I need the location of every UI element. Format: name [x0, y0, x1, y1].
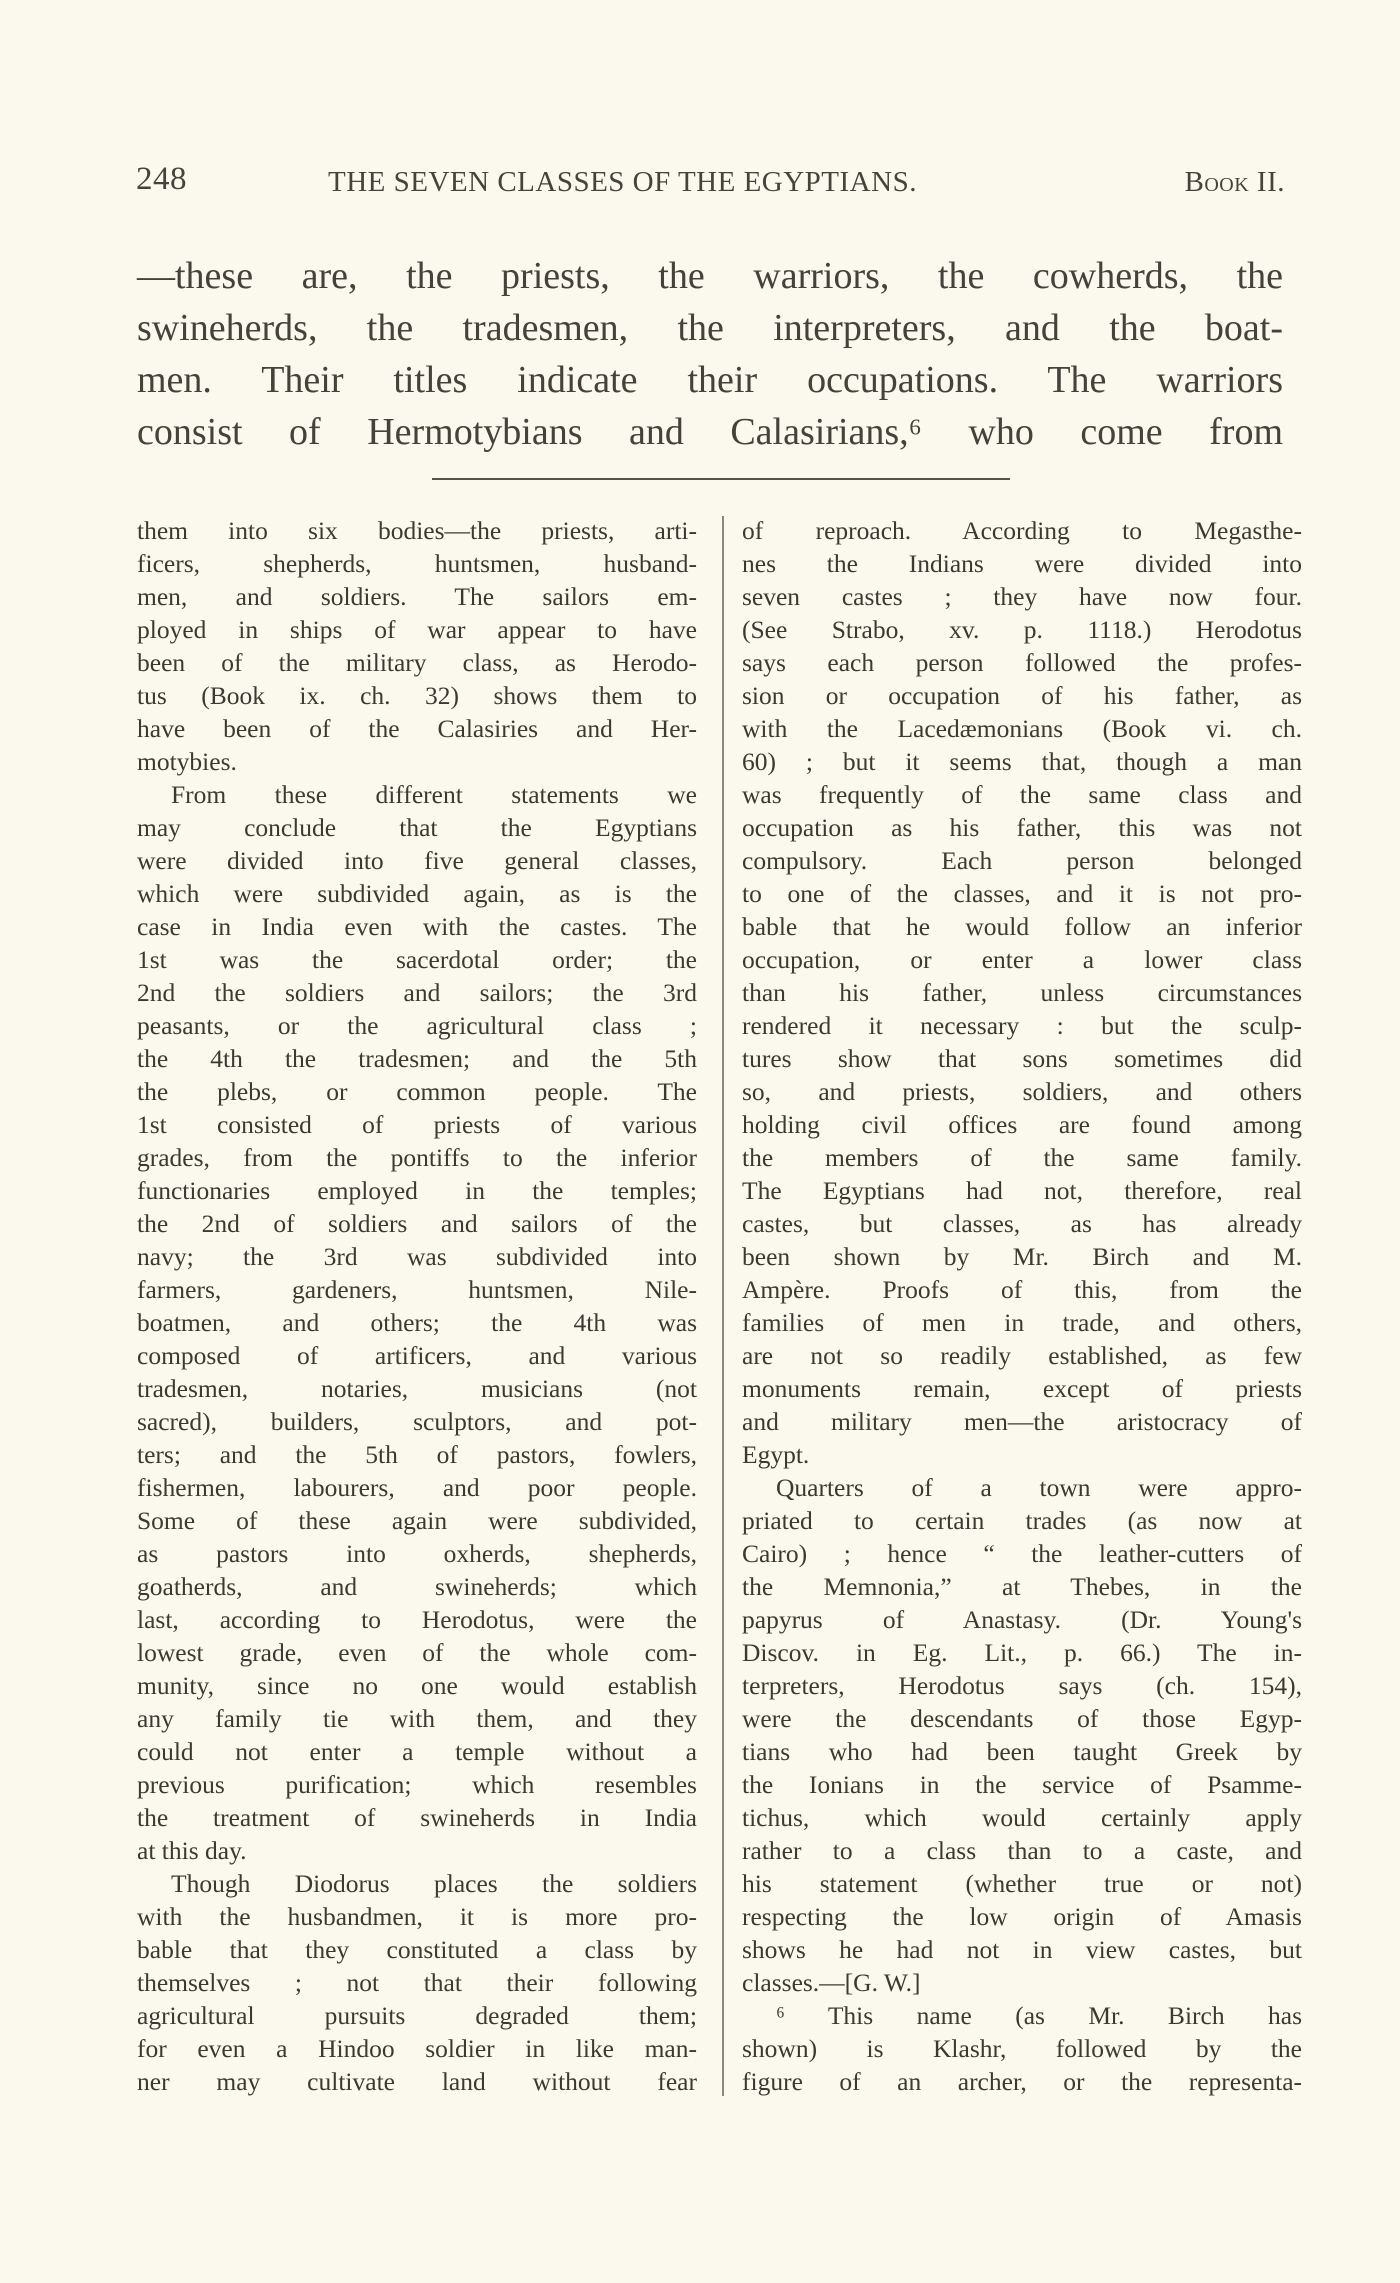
footnote-line: agricultural pursuits degraded them; — [137, 2001, 697, 2030]
footnote-line: goatherds, and swineherds; which — [137, 1572, 697, 1601]
footnote-line: composed of artificers, and various — [137, 1341, 697, 1370]
footnote-line: munity, since no one would establish — [137, 1671, 697, 1700]
footnote-line: tradesmen, notaries, musicians (not — [137, 1374, 697, 1403]
footnote-line: sion or occupation of his father, as — [742, 681, 1302, 710]
footnote-line: tians who had been taught Greek by — [742, 1737, 1302, 1766]
footnote-line: holding civil offices are found among — [742, 1110, 1302, 1139]
footnote-line: them into six bodies—the priests, arti- — [137, 516, 697, 545]
footnote-line: the Ionians in the service of Psamme- — [742, 1770, 1302, 1799]
footnote-line: so, and priests, soldiers, and others — [742, 1077, 1302, 1106]
footnote-line: figure of an archer, or the representa- — [742, 2067, 1302, 2096]
footnote-line: his statement (whether true or not) — [742, 1869, 1302, 1898]
footnote-line: navy; the 3rd was subdivided into — [137, 1242, 697, 1271]
footnote-line: shows he had not in view castes, but — [742, 1935, 1302, 1964]
footnote-line: compulsory. Each person belonged — [742, 846, 1302, 875]
footnote-line: boatmen, and others; the 4th was — [137, 1308, 697, 1337]
footnote-line: previous purification; which resembles — [137, 1770, 697, 1799]
footnote-line: were the descendants of those Egyp- — [742, 1704, 1302, 1733]
footnote-line: bable that he would follow an inferior — [742, 912, 1302, 941]
footnote-line: bable that they constituted a class by — [137, 1935, 697, 1964]
footnote-line: terpreters, Herodotus says (ch. 154), — [742, 1671, 1302, 1700]
footnote-line: peasants, or the agricultural class ; — [137, 1011, 697, 1040]
footnote-line: families of men in trade, and others, — [742, 1308, 1302, 1337]
footnote-line: castes, but classes, as has already — [742, 1209, 1302, 1238]
footnote-line: been of the military class, as Herodo- — [137, 648, 697, 677]
main-text-line: swineherds, the tradesmen, the interpreters, and the boat- — [137, 307, 1283, 349]
footnote-line: for even a Hindoo soldier in like man- — [137, 2034, 697, 2063]
footnote-line: than his father, unless circumstances — [742, 978, 1302, 1007]
footnote-line: From these different statements we — [171, 780, 697, 809]
footnote-column-left — [137, 514, 697, 2098]
footnote-line: says each person followed the profes- — [742, 648, 1302, 677]
footnote-line: the members of the same family. — [742, 1143, 1302, 1172]
footnote-line: ner may cultivate land without fear — [137, 2067, 697, 2096]
footnote-line: Though Diodorus places the soldiers — [171, 1869, 697, 1898]
footnote-line: Ampère. Proofs of this, from the — [742, 1275, 1302, 1304]
footnote-line: rendered it necessary : but the sculp- — [742, 1011, 1302, 1040]
footnote-line: at this day. — [137, 1836, 247, 1865]
footnote-line: 1st consisted of priests of various — [137, 1110, 697, 1139]
footnote-line: 60) ; but it seems that, though a man — [742, 747, 1302, 776]
footnote-line: occupation, or enter a lower class — [742, 945, 1302, 974]
footnote-line: grades, from the pontiffs to the inferior — [137, 1143, 697, 1172]
footnote-line: the 2nd of soldiers and sailors of the — [137, 1209, 697, 1238]
footnote-line: Cairo) ; hence “ the leather-cutters of — [742, 1539, 1302, 1568]
footnote-line: priated to certain trades (as now at — [742, 1506, 1302, 1535]
footnote-line: with the husbandmen, it is more pro- — [137, 1902, 697, 1931]
footnote-line: were divided into five general classes, — [137, 846, 697, 875]
footnote-line: as pastors into oxherds, shepherds, — [137, 1539, 697, 1568]
footnote-line: tus (Book ix. ch. 32) shows them to — [137, 681, 697, 710]
footnote-line: tures show that sons sometimes did — [742, 1044, 1302, 1073]
main-text — [137, 250, 1283, 458]
footnote-line: lowest grade, even of the whole com- — [137, 1638, 697, 1667]
footnote-line: respecting the low origin of Amasis — [742, 1902, 1302, 1931]
footnote-line: occupation as his father, this was not — [742, 813, 1302, 842]
footnote-line: sacred), builders, sculptors, and pot- — [137, 1407, 697, 1436]
footnote-line: with the Lacedæmonians (Book vi. ch. — [742, 714, 1302, 743]
footnote-line: (See Strabo, xv. p. 1118.) Herodotus — [742, 615, 1302, 644]
footnote-line: ⁶ This name (as Mr. Birch has — [776, 2001, 1302, 2030]
footnote-line: papyrus of Anastasy. (Dr. Young's — [742, 1605, 1302, 1634]
footnote-line: are not so readily established, as few — [742, 1341, 1302, 1370]
book-label: Book II. — [1184, 166, 1285, 198]
footnote-line: functionaries employed in the temples; — [137, 1176, 697, 1205]
footnote-line: to one of the classes, and it is not pro- — [742, 879, 1302, 908]
footnote-line: which were subdivided again, as is the — [137, 879, 697, 908]
footnote-line: was frequently of the same class and — [742, 780, 1302, 809]
footnote-line: Discov. in Eg. Lit., p. 66.) The in- — [742, 1638, 1302, 1667]
footnote-line: seven castes ; they have now four. — [742, 582, 1302, 611]
footnote-line: case in India even with the castes. The — [137, 912, 697, 941]
footnote-line: the 4th the tradesmen; and the 5th — [137, 1044, 697, 1073]
footnote-line: farmers, gardeners, huntsmen, Nile- — [137, 1275, 697, 1304]
footnote-line: may conclude that the Egyptians — [137, 813, 697, 842]
footnote-line: rather to a class than to a caste, and — [742, 1836, 1302, 1865]
footnote-line: the treatment of swineherds in India — [137, 1803, 697, 1832]
footnote-line: The Egyptians had not, therefore, real — [742, 1176, 1302, 1205]
footnote-line: last, according to Herodotus, were the — [137, 1605, 697, 1634]
footnote-line: could not enter a temple without a — [137, 1737, 697, 1766]
footnote-line: the Memnonia,” at Thebes, in the — [742, 1572, 1302, 1601]
footnote-line: ployed in ships of war appear to have — [137, 615, 697, 644]
main-text-line: consist of Hermotybians and Calasirians,⁶ who come from — [137, 411, 1283, 453]
footnote-line: any family tie with them, and they — [137, 1704, 697, 1733]
footnote-line: nes the Indians were divided into — [742, 549, 1302, 578]
footnote-line: men, and soldiers. The sailors em- — [137, 582, 697, 611]
column-divider — [722, 516, 724, 2096]
footnote-line: Quarters of a town were appro- — [776, 1473, 1302, 1502]
page-number: 248 — [136, 161, 187, 197]
footnote-line: been shown by Mr. Birch and M. — [742, 1242, 1302, 1271]
footnote-line: themselves ; not that their following — [137, 1968, 697, 1997]
footnote-line: 2nd the soldiers and sailors; the 3rd — [137, 978, 697, 1007]
footnote-line: Some of these again were subdivided, — [137, 1506, 697, 1535]
footnote-line: shown) is Klashr, followed by the — [742, 2034, 1302, 2063]
footnote-line: Egypt. — [742, 1440, 810, 1469]
footnote-line: tichus, which would certainly apply — [742, 1803, 1302, 1832]
footnote-line: and military men—the aristocracy of — [742, 1407, 1302, 1436]
footnote-line: have been of the Calasiries and Her- — [137, 714, 697, 743]
running-title: THE SEVEN CLASSES OF THE EGYPTIANS. — [328, 166, 917, 198]
footnote-rule — [432, 478, 1010, 480]
footnote-line: monuments remain, except of priests — [742, 1374, 1302, 1403]
footnote-line: 1st was the sacerdotal order; the — [137, 945, 697, 974]
footnote-column-right — [742, 514, 1302, 2098]
footnote-line: the plebs, or common people. The — [137, 1077, 697, 1106]
footnote-line: of reproach. According to Megasthe- — [742, 516, 1302, 545]
footnote-line: classes.—[G. W.] — [742, 1968, 921, 1997]
footnote-line: fishermen, labourers, and poor people. — [137, 1473, 697, 1502]
footnote-line: ficers, shepherds, huntsmen, husband- — [137, 549, 697, 578]
footnote-line: motybies. — [137, 747, 237, 776]
main-text-line: —these are, the priests, the warriors, the cowherds, the — [137, 255, 1283, 297]
main-text-line: men. Their titles indicate their occupations. The warriors — [137, 359, 1283, 401]
footnote-line: ters; and the 5th of pastors, fowlers, — [137, 1440, 697, 1469]
